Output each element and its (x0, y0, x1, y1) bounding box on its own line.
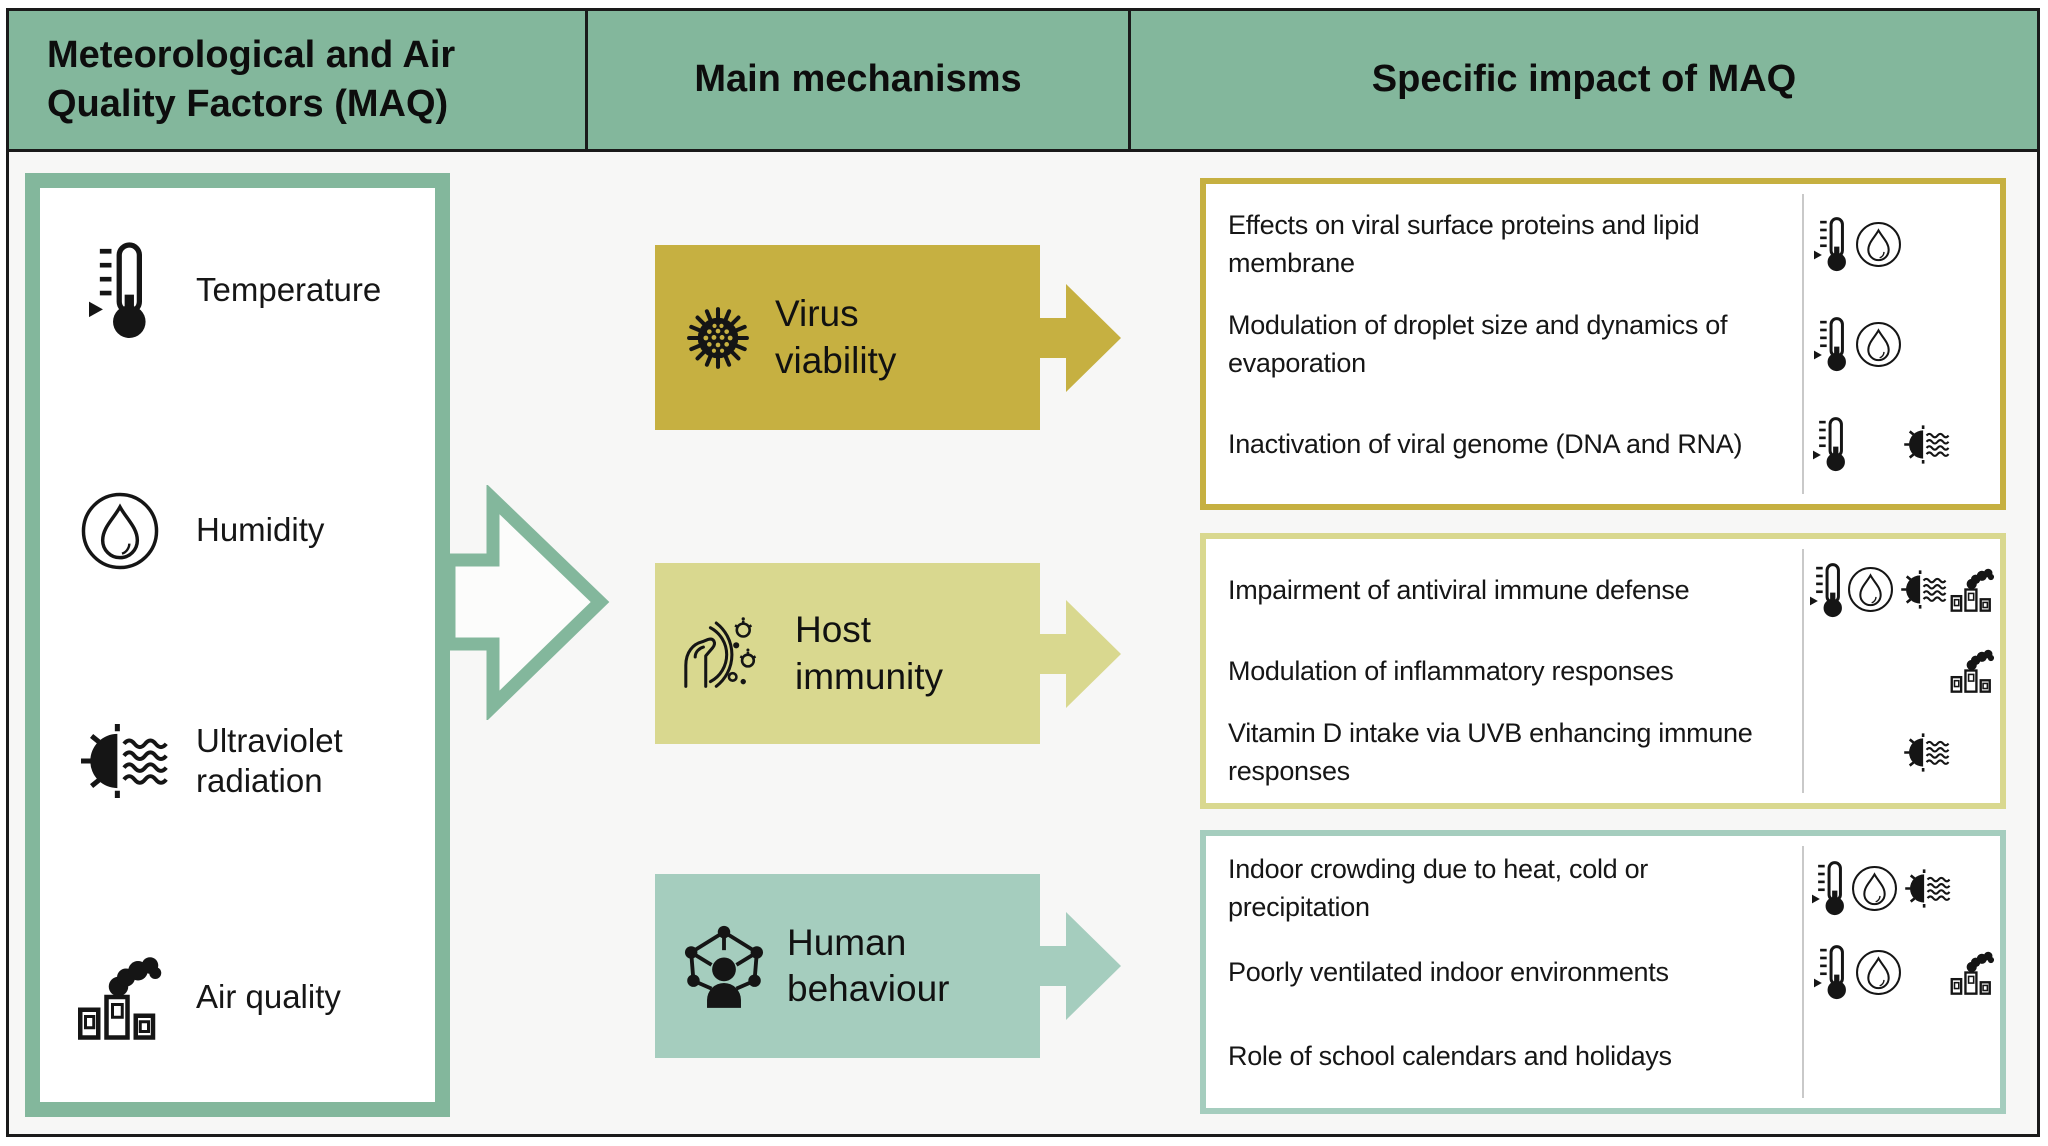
impact-row-icons (1808, 846, 1996, 930)
header-maq-factors: Meteorological and Air Quality Factors (MAQ) (47, 33, 456, 125)
header-row (9, 11, 2037, 152)
factory-smoke-icon (1949, 647, 1996, 694)
impact-row-icons (1808, 930, 1996, 1014)
impact-row-text: Modulation of inflammatory responses (1228, 655, 1674, 686)
factor-humidity (62, 491, 427, 571)
factor-air-quality (62, 952, 427, 1042)
sun-radiation-icon (1897, 733, 1952, 772)
impact-row-text: Poorly ventilated indoor environments (1228, 956, 1669, 987)
host-arrow (1039, 592, 1125, 716)
thermometer-icon (62, 240, 178, 340)
factory-smoke-icon (1949, 566, 1996, 613)
factory-smoke-icon (1949, 949, 1996, 996)
impact-row-icons (1808, 294, 1996, 394)
sun-radiation-icon (1894, 570, 1949, 609)
impact-icon-column (1802, 846, 2000, 1098)
impact-icon-column (1802, 194, 2000, 494)
person-network-icon (681, 923, 767, 1009)
water-drop-icon (1851, 865, 1898, 912)
impact-text-column (1206, 549, 1802, 793)
factor-uv (62, 721, 427, 802)
impact-row-icons (1808, 1014, 1996, 1098)
factor-label: Air quality (196, 977, 341, 1015)
factor-temperature (62, 240, 427, 340)
thermometer-icon (1810, 561, 1845, 619)
mechanism-label: Host immunity (795, 609, 944, 697)
thermometer-icon (1814, 315, 1849, 373)
thermometer-icon (1814, 943, 1849, 1001)
impact-box-virus-viability (1200, 178, 2006, 510)
mechanism-label: Virus viability (775, 293, 897, 381)
thermometer-icon (1814, 215, 1849, 273)
water-drop-icon (1855, 949, 1902, 996)
impact-icon-column (1802, 549, 2000, 793)
factor-label: Ultraviolet radiation (196, 722, 343, 800)
impact-row-icons (1808, 630, 1996, 711)
impact-row-icons (1808, 549, 1996, 630)
impact-row-text: Impairment of antiviral immune defense (1228, 574, 1690, 605)
virus-arrow (1039, 276, 1125, 400)
mechanism-human-behaviour (655, 874, 1040, 1058)
impact-row-text: Indoor crowding due to heat, cold or precipitation (1228, 853, 1648, 922)
factor-label: Humidity (196, 511, 325, 549)
thermometer-icon (1812, 859, 1847, 917)
impact-row-icons (1808, 194, 1996, 294)
impact-row-icons (1808, 712, 1996, 793)
impact-text-column (1206, 846, 1802, 1098)
impact-row-text: Inactivation of viral genome (DNA and RNA) (1228, 428, 1743, 459)
sun-radiation-icon (1898, 869, 1953, 908)
behaviour-arrow (1039, 904, 1125, 1028)
impact-box-human-behaviour (1200, 830, 2006, 1114)
header-main-mechanisms: Main mechanisms (585, 11, 1128, 149)
water-drop-icon (1847, 566, 1894, 613)
hand-immunity-icon (681, 616, 775, 691)
header-specific-impact: Specific impact of MAQ (1128, 11, 2037, 149)
virus-icon (681, 301, 755, 375)
factor-label: Temperature (196, 270, 382, 308)
factors-to-mechanisms-arrow (442, 485, 620, 720)
impact-row-text: Modulation of droplet size and dynamics of evaporation (1228, 309, 1728, 378)
mechanism-label: Human behaviour (787, 921, 950, 1009)
impact-box-host-immunity (1200, 533, 2006, 809)
impact-text-column (1206, 194, 1802, 494)
impact-row-text: Vitamin D intake via UVB enhancing immune responses (1228, 718, 1753, 787)
water-drop-icon (1855, 221, 1902, 268)
maq-factors-box (25, 173, 450, 1117)
impact-row-text: Effects on viral surface proteins and lipid membrane (1228, 209, 1700, 278)
thermometer-icon (1813, 415, 1848, 473)
water-drop-icon (62, 491, 178, 571)
mechanism-virus-viability (655, 245, 1040, 430)
sun-radiation-icon (62, 724, 178, 798)
sun-radiation-icon (1897, 425, 1952, 464)
impact-row-text: Role of school calendars and holidays (1228, 1040, 1672, 1071)
mechanism-host-immunity (655, 563, 1040, 744)
water-drop-icon (1855, 321, 1902, 368)
factory-smoke-icon (62, 952, 178, 1042)
impact-row-icons (1808, 394, 1996, 494)
